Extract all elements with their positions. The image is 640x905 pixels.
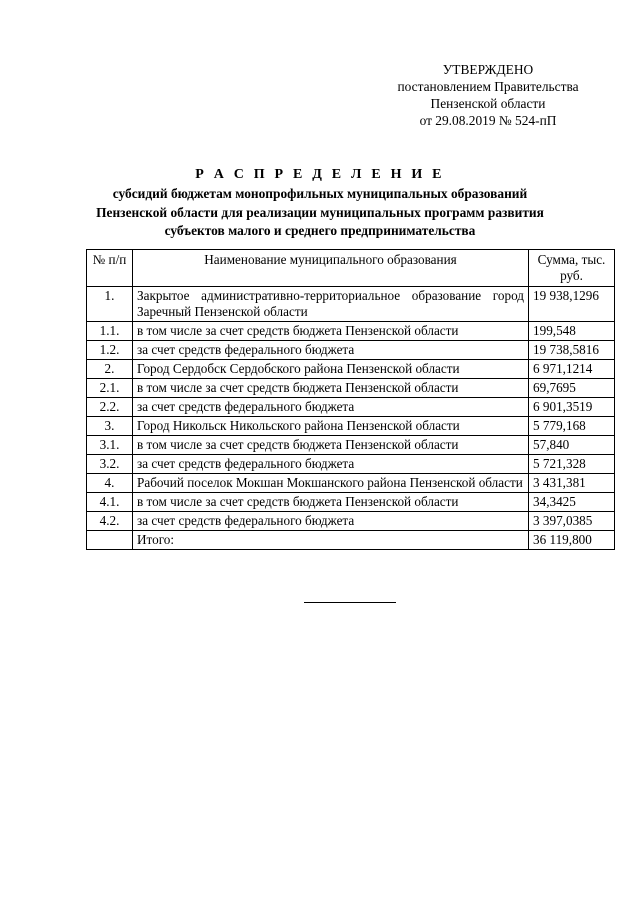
header-sum: Сумма, тыс. руб. [529,250,615,287]
table-row [87,531,615,550]
row-sum: 69,7695 [529,379,615,398]
table-row [87,379,615,398]
table-body [87,287,615,550]
row-sum: 6 971,1214 [529,360,615,379]
table-row [87,322,615,341]
approval-line: постановлением Правительства [397,79,579,94]
row-num: 4. [87,474,133,493]
table-row [87,287,615,322]
row-sum: 199,548 [529,322,615,341]
table-row [87,493,615,512]
table-row [87,455,615,474]
row-sum: 5 779,168 [529,417,615,436]
row-name: в том числе за счет средств бюджета Пензенской области [133,493,529,512]
row-name: Закрытое административно-территориальное образование город Заречный Пензенской области [133,287,529,322]
approval-title: УТВЕРЖДЕНО [442,62,534,77]
row-name: за счет средств федерального бюджета [133,341,529,360]
approval-block [382,61,594,129]
row-name: Город Сердобск Сердобского района Пензенской области [133,360,529,379]
row-num: 1.2. [87,341,133,360]
row-sum: 19 738,5816 [529,341,615,360]
row-name: за счет средств федерального бюджета [133,512,529,531]
table-row [87,341,615,360]
table-row [87,417,615,436]
row-num: 3.2. [87,455,133,474]
document-subtitle: Пензенской области для реализации муниципальных программ развития [96,204,544,220]
row-num: 2. [87,360,133,379]
row-sum: 6 901,3519 [529,398,615,417]
row-name: Рабочий поселок Мокшан Мокшанского района Пензенской области [133,474,529,493]
row-sum: 36 119,800 [529,531,615,550]
document-subtitle: субсидий бюджетам монопрофильных муниципальных образований [112,186,528,201]
header-num: № п/п [87,250,133,287]
row-num: 2.2. [87,398,133,417]
row-name: в том числе за счет средств бюджета Пензенской области [133,379,529,398]
table-header-row [87,250,615,287]
distribution-table [86,249,615,550]
row-num: 2.1. [87,379,133,398]
row-sum: 3 397,0385 [529,512,615,531]
table-row [87,436,615,455]
table-row [87,512,615,531]
document-heading [70,166,570,240]
row-name: за счет средств федерального бюджета [133,455,529,474]
row-sum: 3 431,381 [529,474,615,493]
row-name: в том числе за счет средств бюджета Пензенской области [133,322,529,341]
row-sum: 57,840 [529,436,615,455]
row-num [87,531,133,550]
table-row [87,398,615,417]
document-subtitle: субъектов малого и среднего предпринимательства [164,223,476,238]
row-sum: 5 721,328 [529,455,615,474]
row-name: Итого: [133,531,529,550]
row-name: за счет средств федерального бюджета [133,398,529,417]
row-num: 3.1. [87,436,133,455]
row-num: 4.1. [87,493,133,512]
closing-line [304,602,396,603]
row-num: 1.1. [87,322,133,341]
approval-date: от 29.08.2019 № 524-пП [419,113,557,128]
document-title: Р А С П Р Е Д Е Л Е Н И Е [195,167,445,182]
header-name: Наименование муниципального образования [133,250,529,287]
row-sum: 19 938,1296 [529,287,615,322]
table-row [87,474,615,493]
row-num: 3. [87,417,133,436]
row-name: Город Никольск Никольского района Пензенской области [133,417,529,436]
row-num: 1. [87,287,133,322]
row-num: 4.2. [87,512,133,531]
row-sum: 34,3425 [529,493,615,512]
table-row [87,360,615,379]
row-name: в том числе за счет средств бюджета Пензенской области [133,436,529,455]
approval-line: Пензенской области [430,96,546,111]
